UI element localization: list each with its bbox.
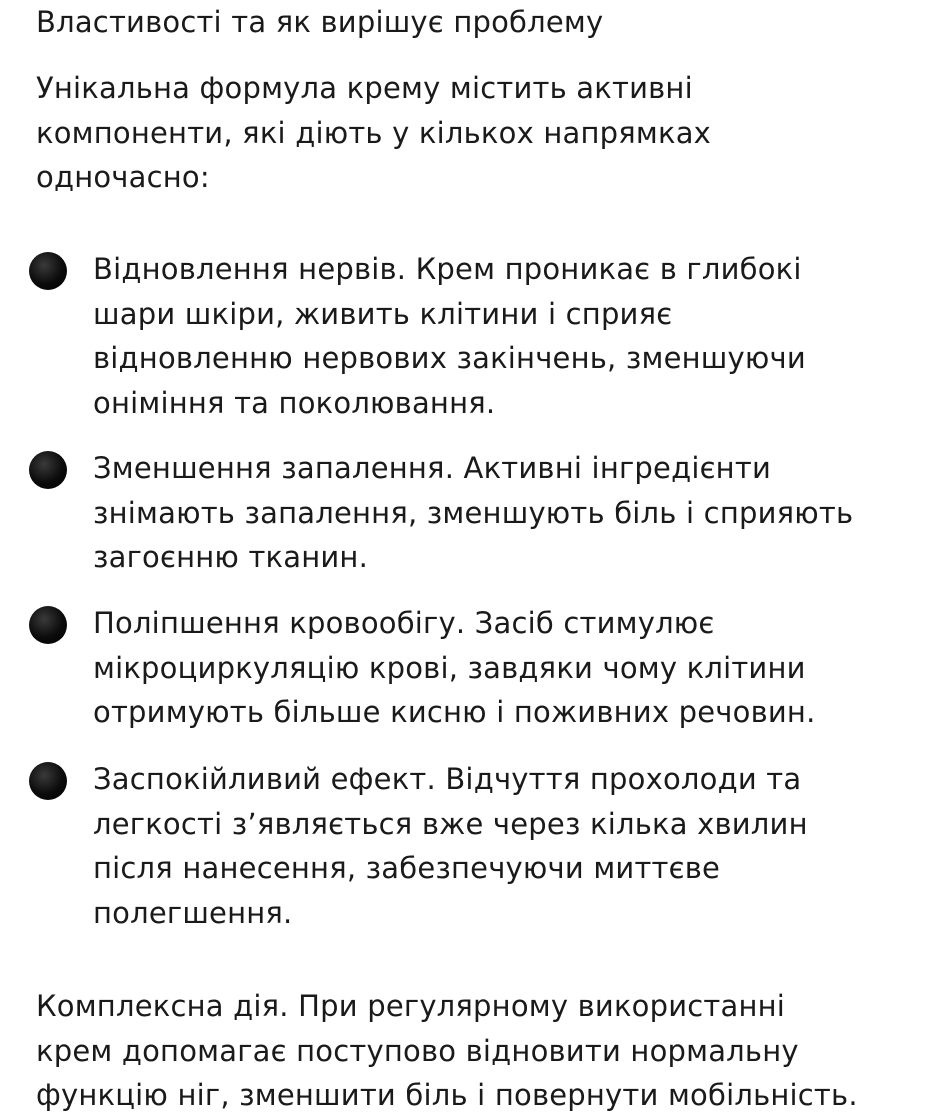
summary-line: крем допомагає поступово відновити нормальну — [36, 1033, 799, 1068]
list-item-text — [93, 247, 933, 425]
list-item-line: загоєнню тканин. — [93, 540, 369, 574]
intro-line: одночасно: — [36, 160, 210, 194]
list-item-line: Заспокійливий ефект. Відчуття прохолоди та — [93, 762, 802, 796]
summary-paragraph — [36, 984, 936, 1118]
list-item-text — [93, 601, 933, 735]
list-item-line: Відновлення нервів. Крем проникає в глибокі — [93, 252, 802, 286]
list-item-line: шари шкіри, живить клітини і сприяє — [93, 296, 673, 331]
summary-line: функцію ніг, зменшити біль і повернути мобільність. — [36, 1078, 858, 1112]
bullet-dot-icon — [29, 252, 67, 290]
list-item-text — [93, 446, 933, 580]
bullet-dot-icon — [29, 451, 67, 489]
intro-paragraph — [36, 66, 916, 200]
list-item-line: легкості з’являється вже через кілька хвилин — [93, 806, 808, 841]
list-item-line: після нанесення, забезпечуючи миттєве — [93, 851, 721, 885]
list-item-line: Поліпшення кровообігу. Засіб стимулює — [93, 606, 715, 640]
section-heading: Властивості та як вирішує проблему — [36, 5, 604, 39]
list-item-line: знімають запалення, зменшують біль і сприяють — [93, 495, 854, 530]
list-item-text — [93, 757, 933, 935]
list-item-line: відновленню нервових закінчень, зменшуючи — [93, 341, 806, 375]
list-item-line: мікроциркуляцію крові, завдяки чому клітини — [93, 650, 806, 685]
bullet-dot-icon — [29, 606, 67, 644]
intro-line: компоненти, які діють у кількох напрямках — [36, 115, 712, 150]
list-item-line: полегшення. — [93, 895, 293, 930]
intro-line: Унікальна формула крему містить активні — [36, 71, 693, 105]
list-item-line: отримують більше кисню і поживних речовин. — [93, 695, 816, 729]
summary-line: Комплексна дія. При регулярному використанні — [36, 989, 786, 1023]
list-item-line: оніміння та поколювання. — [93, 385, 496, 420]
bullet-dot-icon — [29, 762, 67, 800]
list-item-line: Зменшення запалення. Активні інгредієнти — [93, 451, 771, 485]
